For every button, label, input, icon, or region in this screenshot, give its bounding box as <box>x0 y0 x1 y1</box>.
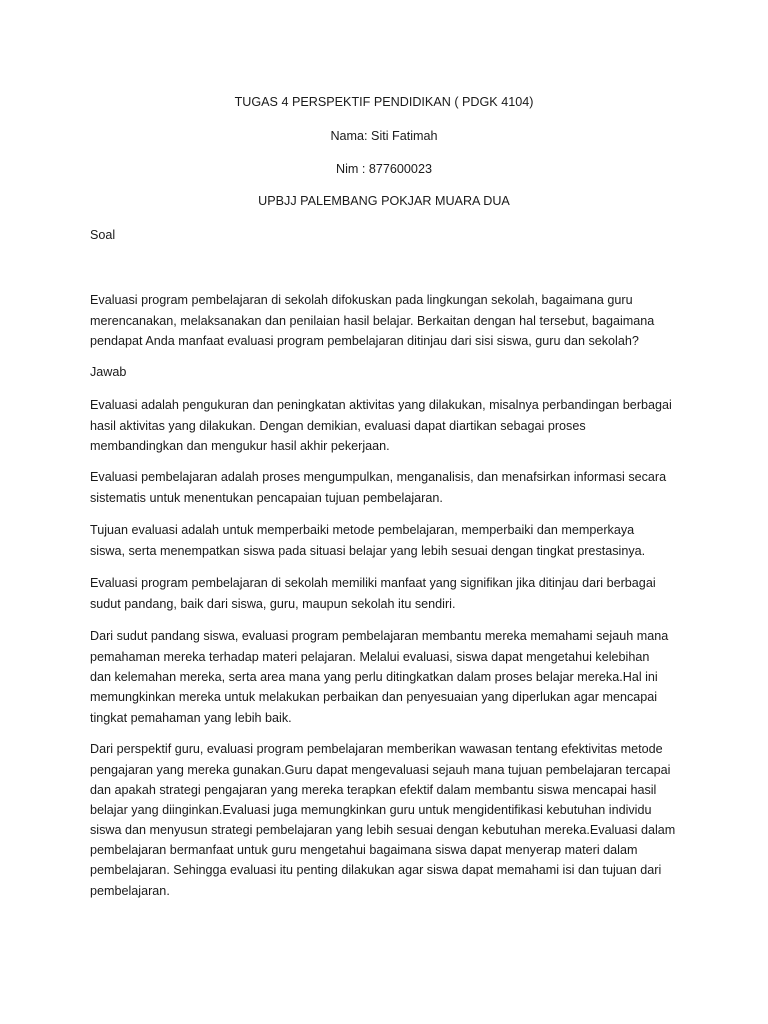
assignment-title: TUGAS 4 PERSPEKTIF PENDIDIKAN ( PDGK 4104) <box>234 95 534 109</box>
answer-line: pemahaman mereka terhadap materi pelajaran. Melalui evaluasi, siswa dapat mengetahui kelebihan <box>90 650 650 664</box>
answer-line: hasil aktivitas yang dilakukan. Dengan demikian, evaluasi dapat diartikan sebagai proses <box>90 419 586 433</box>
answer-line: siswa dan menyusun strategi pembelajaran yang lebih sesuai dengan kebutuhan mereka.Evaluasi dalam <box>90 823 676 837</box>
answer-line: dan apakah strategi pengajaran yang mereka terapkan efektif dalam membantu siswa mencapai hasil <box>90 783 657 797</box>
institution-name: UPBJJ PALEMBANG POKJAR MUARA DUA <box>258 194 510 208</box>
answer-line: pengajaran yang mereka gunakan.Guru dapat mengevaluasi sejauh mana tujuan pembelajaran tercapai <box>90 763 671 777</box>
answer-line: sudut pandang, baik dari siswa, guru, maupun sekolah itu sendiri. <box>90 597 456 611</box>
question-line: merencanakan, melaksanakan dan penilaian hasil belajar. Berkaitan dengan hal tersebut, bagaimana <box>90 314 655 328</box>
answer-line: pembelajaran. Sehingga evaluasi itu penting dilakukan agar siswa dapat memahami isi dan tujuan dari <box>90 863 662 877</box>
answer-line: siswa, serta menempatkan siswa pada situasi belajar yang lebih sesuai dengan tingkat prestasinya. <box>90 544 646 558</box>
answer-line: belajar yang diinginkan.Evaluasi juga memungkinkan guru untuk mengidentifikasi kebutuhan individu <box>90 803 652 817</box>
answer-line: Evaluasi adalah pengukuran dan peningkatan aktivitas yang dilakukan, misalnya perbandingan berbagai <box>90 398 672 412</box>
answer-line: dan kelemahan mereka, serta area mana yang perlu ditingkatkan dalam proses belajar mereka.Hal ini <box>90 670 658 684</box>
question-label: Soal <box>90 228 116 242</box>
answer-line: pembelajaran bermanfaat untuk guru mengetahui bagaimana siswa dapat menyerap materi dalam <box>90 843 638 857</box>
answer-line: Dari perspektif guru, evaluasi program pembelajaran memberikan wawasan tentang efektivitas metode <box>90 742 663 756</box>
question-line: pendapat Anda manfaat evaluasi program pembelajaran ditinjau dari sisi siswa, guru dan sekolah? <box>90 334 639 348</box>
answer-line: tingkat pemahaman yang lebih baik. <box>90 711 292 725</box>
answer-line: Tujuan evaluasi adalah untuk memperbaiki metode pembelajaran, memperbaiki dan memperkaya <box>90 523 635 537</box>
answer-line: Evaluasi program pembelajaran di sekolah memiliki manfaat yang signifikan jika ditinjau dari berbagai <box>90 576 656 590</box>
answer-line: sistematis untuk menentukan pencapaian tujuan pembelajaran. <box>90 491 443 505</box>
answer-label: Jawab <box>90 365 127 379</box>
answer-line: memungkinkan mereka untuk melakukan perbaikan dan penyesuaian yang diperlukan agar mencapai <box>90 690 658 704</box>
student-nim: Nim : 877600023 <box>336 162 432 176</box>
student-name: Nama: Siti Fatimah <box>330 129 438 143</box>
answer-line: Dari sudut pandang siswa, evaluasi program pembelajaran membantu mereka memahami sejauh mana <box>90 629 669 643</box>
question-line: Evaluasi program pembelajaran di sekolah difokuskan pada lingkungan sekolah, bagaimana guru <box>90 293 633 307</box>
answer-line: Evaluasi pembelajaran adalah proses mengumpulkan, menganalisis, dan menafsirkan informasi secara <box>90 470 667 484</box>
answer-line: membandingkan dan mengukur hasil akhir pekerjaan. <box>90 439 390 453</box>
answer-line: pembelajaran. <box>90 884 170 898</box>
